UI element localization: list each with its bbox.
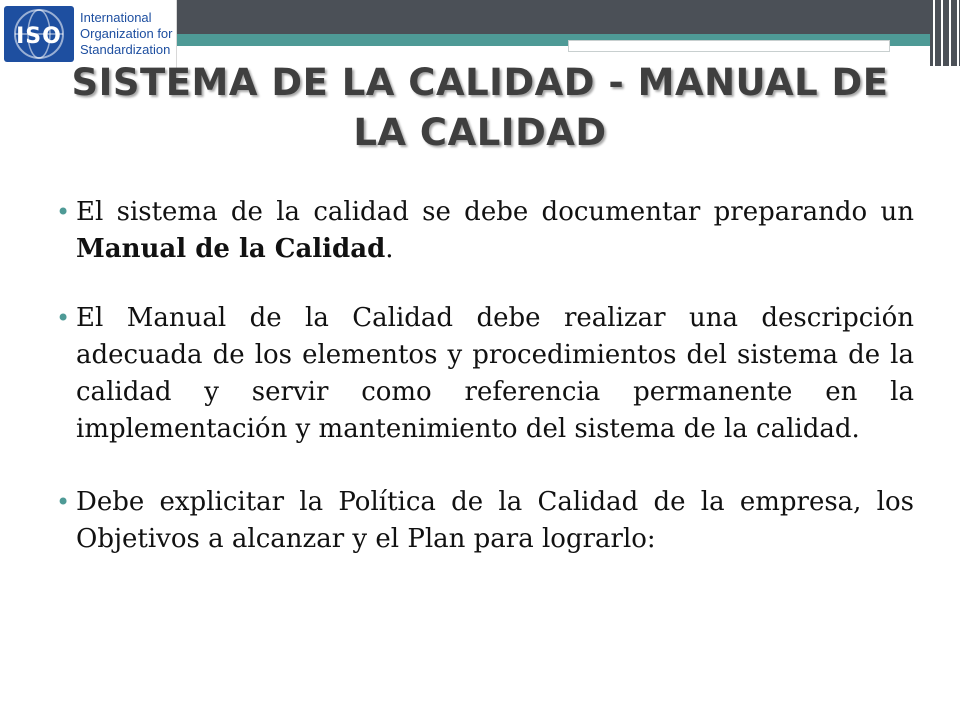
iso-badge-text: ISO	[16, 24, 62, 49]
bullet-item	[56, 300, 914, 448]
bullet-text: El Manual de la Calidad debe realizar una descripción adecuada de los elementos y procedimientos del sistema de la calidad y servir como referencia permanente en la implementación y mantenimiento del sistema de la calidad.	[76, 303, 914, 444]
iso-globe-icon	[4, 6, 74, 62]
slide-body	[56, 194, 914, 590]
logo-line: International	[80, 10, 152, 25]
header-stripes	[930, 0, 960, 66]
bullet-bold-text: Manual de la Calidad	[76, 234, 386, 264]
bullet-item	[56, 194, 914, 268]
logo-line: Organization for	[80, 26, 173, 41]
bullet-item	[56, 484, 914, 558]
bullet-text: El sistema de la calidad se debe documentar preparando un	[76, 197, 914, 227]
slide-title: SISTEMA DE LA CALIDAD - MANUAL DE LA CALIDAD	[71, 61, 889, 154]
bullet-icon: •	[56, 488, 71, 516]
logo-line: Standardization	[80, 42, 171, 57]
bullet-text: Debe explicitar la Política de la Calidad de la empresa, los Objetivos a alcanzar y el Plan para lograrlo:	[76, 487, 914, 554]
bullet-text-end: .	[385, 234, 394, 264]
iso-logo-text	[80, 10, 174, 58]
header-bar-dark	[176, 0, 930, 34]
bullet-icon: •	[56, 198, 71, 226]
bullet-icon: •	[56, 304, 71, 332]
header-accent-bar	[568, 40, 890, 52]
